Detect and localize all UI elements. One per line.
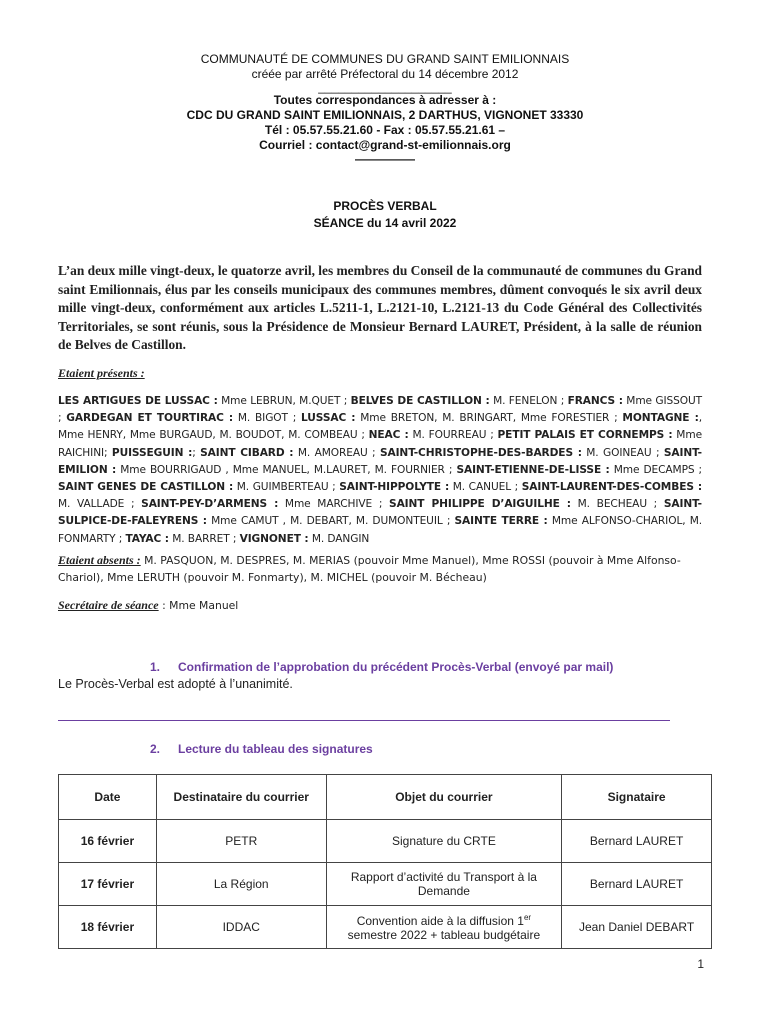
- commune-members: M. DANGIN: [308, 532, 370, 545]
- commune-members: M. BARRET ;: [168, 532, 240, 545]
- table-row: [59, 820, 712, 863]
- table-header-row: [59, 775, 712, 820]
- commune-name: SAINT-HIPPOLYTE :: [339, 481, 450, 494]
- commune-members: Mme MARCHIVE ;: [278, 498, 390, 511]
- commune-members: M. AMOREAU ;: [293, 446, 380, 459]
- agenda-item-1: [150, 660, 613, 674]
- commune-name: SAINT-ETIENNE-DE-LISSE :: [456, 463, 610, 476]
- subject-line-2: semestre 2022 + tableau budgétaire: [347, 927, 541, 942]
- commune-name: SAINT-LAURENT-DES-COMBES :: [521, 481, 702, 494]
- phone-fax: Tél : 05.57.55.21.60 - Fax : 05.57.55.21.61 –: [264, 123, 506, 137]
- agenda-item-2: [150, 742, 373, 756]
- letterhead: [0, 52, 770, 165]
- creation-note: créée par arrêté Préfectoral du 14 décembre 2012: [251, 67, 519, 81]
- superscript-er: er: [523, 912, 532, 922]
- commune-members: M. FOURREAU ;: [408, 429, 498, 442]
- intro-paragraph: L’an deux mille vingt-deux, le quatorze avril, les membres du Conseil de la communauté de communes du Grand saint Emilionnais, élus par les conseils municipaux des communes membres, dûment convoqués le six avril deux mille vingt-deux, conformément aux articles L.5211-1, L.2121-10, L.2121-13 du Code Général des Collectivités Territoriales, se sont réunis, sous la Présidence de Monsieur Bernard LAURET, Président, à la salle de réunion de Belves de Castillon.: [58, 263, 702, 352]
- agenda-item-number: 2.: [150, 742, 161, 756]
- commune-members: Mme DECAMPS ;: [609, 463, 703, 476]
- commune-name: PUISSEGUIN :: [111, 446, 193, 459]
- commune-members: Mme RAICHINI;: [58, 429, 702, 459]
- cell-signatory: Bernard LAURET: [562, 863, 712, 906]
- commune-name: SAINT-SULPICE-DE-FALEYRENS :: [58, 498, 702, 528]
- cell-signatory: Bernard LAURET: [562, 820, 712, 863]
- secretary-label: Secrétaire de séance: [58, 598, 159, 612]
- commune-name: BELVES DE CASTILLON :: [350, 395, 490, 407]
- cell-date: 17 février: [59, 863, 157, 906]
- present-list: [58, 393, 702, 548]
- commune-members: M. BECHEAU ;: [570, 498, 664, 511]
- commune-name: MONTAGNE :: [622, 412, 699, 425]
- pv-title: PROCÈS VERBAL: [333, 199, 437, 213]
- cell-subject: [326, 906, 562, 949]
- cell-recipient: La Région: [156, 863, 326, 906]
- commune-name: SAINTE TERRE :: [454, 515, 548, 528]
- commune-name: LES ARTIGUES DE LUSSAC :: [58, 395, 218, 407]
- commune-name: SAINT-EMILION :: [58, 446, 702, 476]
- commune-name: SAINT-CHRISTOPHE-DES-BARDES :: [379, 446, 582, 459]
- commune-members: Mme CAMUT , M. DEBART, M. DUMONTEUIL ;: [206, 515, 455, 528]
- adoption-statement: Le Procès-Verbal est adopté à l’unanimité.: [58, 677, 293, 691]
- agenda-item-title: Lecture du tableau des signatures: [178, 742, 373, 756]
- column-header-recipient: Destinataire du courrier: [156, 775, 326, 820]
- commune-members: M. BIGOT ;: [233, 412, 302, 425]
- secretary-line: [58, 598, 238, 613]
- commune-members: M. FENELON ;: [489, 395, 568, 407]
- address: CDC DU GRAND SAINT EMILIONNAIS, 2 DARTHUS, VIGNONET 33330: [186, 108, 584, 122]
- cell-date: 16 février: [59, 820, 157, 863]
- cell-date: 18 février: [59, 906, 157, 949]
- cell-recipient: IDDAC: [156, 906, 326, 949]
- commune-members: M. CANUEL ;: [449, 481, 522, 494]
- agenda-item-number: 1.: [150, 660, 161, 674]
- session-date: SÉANCE du 14 avril 2022: [313, 216, 457, 230]
- agenda-item-title: Confirmation de l’approbation du précédent Procès-Verbal (envoyé par mail): [178, 660, 614, 674]
- present-label: Etaient présents :: [58, 366, 145, 380]
- absents-text: M. PASQUON, M. DESPRES, M. MERIAS (pouvoir Mme Manuel), Mme ROSSI (pouvoir à Mme Alfonso-Chariol), Mme LERUTH (pouvoir M. Fonmarty), M. MICHEL (pouvoir M. Bécheau): [58, 554, 681, 584]
- commune-name: TAYAC :: [125, 532, 169, 545]
- section-divider: [58, 720, 670, 721]
- email: Courriel : contact@grand-st-emilionnais.org: [259, 138, 511, 152]
- commune-name: LUSSAC :: [301, 412, 356, 425]
- column-header-signatory: Signataire: [562, 775, 712, 820]
- org-name: COMMUNAUTÉ DE COMMUNES DU GRAND SAINT EMILIONNAIS: [200, 52, 570, 66]
- commune-members: Mme ALFONSO-CHARIOL, M. FONMARTY ;: [58, 515, 703, 545]
- commune-name: SAINT CIBARD :: [200, 446, 294, 459]
- commune-name: PETIT PALAIS ET CORNEMPS :: [497, 429, 673, 442]
- commune-members: M. GOINEAU ;: [581, 446, 664, 459]
- commune-members: , Mme HENRY, Mme BURGAUD, M. BOUDOT, M. COMBEAU ;: [58, 412, 702, 442]
- cell-subject: Rapport d’activité du Transport à la Demande: [326, 863, 562, 906]
- commune-name: FRANCS :: [567, 395, 623, 407]
- commune-members: M. VALLADE ;: [58, 498, 142, 511]
- page-number: 1: [697, 957, 704, 971]
- column-header-subject: Objet du courrier: [326, 775, 562, 820]
- subject-line-1: Convention aide à la diffusion 1: [356, 913, 524, 928]
- commune-name: SAINT-PEY-D’ARMENS :: [141, 498, 279, 511]
- commune-members: Mme BRETON, M. BRINGART, Mme FORESTIER ;: [355, 412, 623, 425]
- column-header-date: Date: [59, 775, 157, 820]
- commune-name: VIGNONET :: [239, 532, 309, 545]
- commune-name: NEAC :: [368, 429, 409, 442]
- header-rule: ____________________: [318, 80, 452, 94]
- table-row: [59, 906, 712, 949]
- absents-paragraph: [58, 552, 688, 586]
- signatures-table: [58, 774, 712, 949]
- commune-members: Mme LEBRUN, M.QUET ;: [217, 395, 351, 407]
- absents-label: Etaient absents :: [58, 553, 141, 567]
- table-row: [59, 863, 712, 906]
- cell-recipient: PETR: [156, 820, 326, 863]
- correspondence-label: Toutes correspondances à adresser à :: [273, 93, 497, 107]
- commune-name: SAINT GENES DE CASTILLON :: [58, 481, 234, 494]
- commune-name: SAINT PHILIPPE D’AIGUILHE :: [389, 498, 571, 511]
- commune-members: Mme BOURRIGAUD , Mme MANUEL, M.LAURET, M. FOURNIER ;: [116, 463, 457, 476]
- commune-name: GARDEGAN ET TOURTIRAC :: [66, 412, 234, 425]
- commune-members: Mme GISSOUT ;: [58, 395, 703, 425]
- cell-signatory: Jean Daniel DEBART: [562, 906, 712, 949]
- cell-subject: Signature du CRTE: [326, 820, 562, 863]
- secretary-text: : Mme Manuel: [158, 599, 239, 612]
- header-rule-2: —————: [355, 152, 415, 166]
- commune-members: ;: [192, 446, 201, 459]
- pv-heading: [0, 199, 770, 231]
- commune-members: M. GUIMBERTEAU ;: [233, 481, 340, 494]
